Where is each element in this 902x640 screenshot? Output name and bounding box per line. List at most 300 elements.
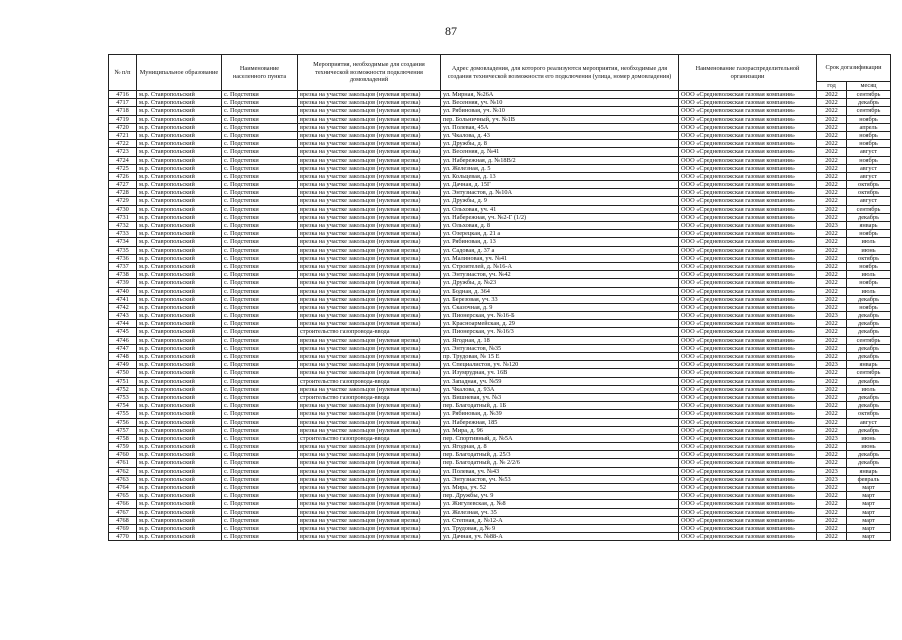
- cell-year: 2023: [817, 312, 847, 320]
- cell-municipality: м.р. Ставропольский: [137, 115, 222, 123]
- cell-address: ул. Мирная, №26А: [441, 91, 679, 99]
- cell-settlement: с. Подстепки: [222, 271, 298, 279]
- cell-organization: ООО «Средневолжская газовая компания»: [679, 508, 817, 516]
- cell-month: декабрь: [847, 312, 891, 320]
- cell-num: 4716: [109, 91, 137, 99]
- cell-organization: ООО «Средневолжская газовая компания»: [679, 205, 817, 213]
- cell-activity: строительство газопровода-ввода: [298, 328, 441, 336]
- cell-address: ул. Ягодная, д. 18: [441, 336, 679, 344]
- table-row: [109, 181, 891, 189]
- cell-num: 4766: [109, 500, 137, 508]
- cell-activity: врезка на участке закольцов (нулевая врезка): [298, 353, 441, 361]
- cell-month: ноябрь: [847, 303, 891, 311]
- table-body: [109, 91, 891, 541]
- header-address: Адрес домовладения, для которого реализуются мероприятия, необходимые для создания технической возможности его подключения (улица, номер домовладения): [441, 55, 679, 91]
- cell-settlement: с. Подстепки: [222, 287, 298, 295]
- cell-municipality: м.р. Ставропольский: [137, 393, 222, 401]
- cell-month: август: [847, 197, 891, 205]
- cell-month: март: [847, 484, 891, 492]
- cell-municipality: м.р. Ставропольский: [137, 426, 222, 434]
- table-row: [109, 164, 891, 172]
- table-row: [109, 484, 891, 492]
- cell-municipality: м.р. Ставропольский: [137, 156, 222, 164]
- cell-month: февраль: [847, 475, 891, 483]
- table-row: [109, 295, 891, 303]
- cell-organization: ООО «Средневолжская газовая компания»: [679, 516, 817, 524]
- cell-year: 2022: [817, 164, 847, 172]
- cell-num: 4744: [109, 320, 137, 328]
- cell-year: 2022: [817, 115, 847, 123]
- cell-year: 2022: [817, 328, 847, 336]
- cell-address: ул. Специалистов, уч. №120: [441, 361, 679, 369]
- cell-activity: врезка на участке закольцов (нулевая врезка): [298, 459, 441, 467]
- cell-settlement: с. Подстепки: [222, 369, 298, 377]
- cell-organization: ООО «Средневолжская газовая компания»: [679, 385, 817, 393]
- cell-address: ул. Малиновая, уч. №41: [441, 254, 679, 262]
- cell-municipality: м.р. Ставропольский: [137, 254, 222, 262]
- cell-month: август: [847, 172, 891, 180]
- cell-organization: ООО «Средневолжская газовая компания»: [679, 164, 817, 172]
- table-header: [109, 55, 891, 91]
- cell-activity: врезка на участке закольцов (нулевая врезка): [298, 508, 441, 516]
- cell-month: ноябрь: [847, 131, 891, 139]
- cell-settlement: с. Подстепки: [222, 516, 298, 524]
- cell-year: 2023: [817, 475, 847, 483]
- cell-address: ул. Набережная, уч. №2-Г (1/2): [441, 213, 679, 221]
- cell-year: 2022: [817, 393, 847, 401]
- cell-address: ул. Ольховая, д. 8: [441, 222, 679, 230]
- cell-year: 2022: [817, 197, 847, 205]
- cell-num: 4749: [109, 361, 137, 369]
- cell-settlement: с. Подстепки: [222, 320, 298, 328]
- cell-address: ул. Березовая, уч. 33: [441, 295, 679, 303]
- cell-settlement: с. Подстепки: [222, 181, 298, 189]
- cell-month: декабрь: [847, 393, 891, 401]
- cell-municipality: м.р. Ставропольский: [137, 369, 222, 377]
- table-row: [109, 156, 891, 164]
- cell-address: ул. Полевая, уч. №43: [441, 467, 679, 475]
- cell-municipality: м.р. Ставропольский: [137, 344, 222, 352]
- cell-address: ул. Набережная, д. №18В/2: [441, 156, 679, 164]
- cell-year: 2022: [817, 230, 847, 238]
- cell-month: июль: [847, 271, 891, 279]
- cell-activity: врезка на участке закольцов (нулевая врезка): [298, 131, 441, 139]
- cell-settlement: с. Подстепки: [222, 361, 298, 369]
- cell-address: ул. Вишневая, уч. №3: [441, 393, 679, 401]
- cell-month: ноябрь: [847, 140, 891, 148]
- cell-year: 2022: [817, 533, 847, 541]
- cell-num: 4762: [109, 467, 137, 475]
- cell-settlement: с. Подстепки: [222, 385, 298, 393]
- table-row: [109, 189, 891, 197]
- cell-settlement: с. Подстепки: [222, 254, 298, 262]
- cell-month: июль: [847, 385, 891, 393]
- cell-organization: ООО «Средневолжская газовая компания»: [679, 451, 817, 459]
- cell-activity: врезка на участке закольцов (нулевая врезка): [298, 475, 441, 483]
- cell-organization: ООО «Средневолжская газовая компания»: [679, 213, 817, 221]
- cell-activity: врезка на участке закольцов (нулевая врезка): [298, 361, 441, 369]
- cell-municipality: м.р. Ставропольский: [137, 99, 222, 107]
- cell-address: пер. Благодатный, д. № 2/2/6: [441, 459, 679, 467]
- cell-organization: ООО «Средневолжская газовая компания»: [679, 181, 817, 189]
- cell-month: октябрь: [847, 181, 891, 189]
- cell-municipality: м.р. Ставропольский: [137, 410, 222, 418]
- cell-month: март: [847, 508, 891, 516]
- cell-num: 4727: [109, 181, 137, 189]
- cell-organization: ООО «Средневолжская газовая компания»: [679, 99, 817, 107]
- cell-num: 4718: [109, 107, 137, 115]
- cell-address: ул. Дачная, д. 15Г: [441, 181, 679, 189]
- table-row: [109, 336, 891, 344]
- cell-activity: врезка на участке закольцов (нулевая врезка): [298, 312, 441, 320]
- cell-month: сентябрь: [847, 205, 891, 213]
- cell-month: апрель: [847, 123, 891, 131]
- cell-num: 4722: [109, 140, 137, 148]
- cell-address: ул. Жигулевская, д. №8: [441, 500, 679, 508]
- cell-organization: ООО «Средневолжская газовая компания»: [679, 312, 817, 320]
- cell-month: март: [847, 516, 891, 524]
- cell-month: март: [847, 500, 891, 508]
- table-row: [109, 459, 891, 467]
- cell-year: 2022: [817, 295, 847, 303]
- cell-year: 2022: [817, 262, 847, 270]
- cell-address: пер. Дружбы, уч. 9: [441, 492, 679, 500]
- cell-year: 2022: [817, 181, 847, 189]
- table-row: [109, 500, 891, 508]
- cell-month: декабрь: [847, 451, 891, 459]
- cell-address: пр. Трудовая, № 15 Е: [441, 353, 679, 361]
- cell-settlement: с. Подстепки: [222, 312, 298, 320]
- cell-month: март: [847, 533, 891, 541]
- cell-month: январь: [847, 467, 891, 475]
- cell-month: июль: [847, 238, 891, 246]
- cell-activity: врезка на участке закольцов (нулевая врезка): [298, 369, 441, 377]
- cell-activity: врезка на участке закольцов (нулевая врезка): [298, 123, 441, 131]
- cell-num: 4720: [109, 123, 137, 131]
- cell-organization: ООО «Средневолжская газовая компания»: [679, 140, 817, 148]
- table-row: [109, 426, 891, 434]
- header-month: месяц: [847, 82, 891, 91]
- cell-year: 2022: [817, 123, 847, 131]
- cell-municipality: м.р. Ставропольский: [137, 279, 222, 287]
- cell-settlement: с. Подстепки: [222, 99, 298, 107]
- cell-address: ул. Мира, д. 96: [441, 426, 679, 434]
- cell-municipality: м.р. Ставропольский: [137, 451, 222, 459]
- cell-month: ноябрь: [847, 115, 891, 123]
- cell-num: 4732: [109, 222, 137, 230]
- cell-year: 2022: [817, 443, 847, 451]
- cell-organization: ООО «Средневолжская газовая компания»: [679, 91, 817, 99]
- cell-year: 2022: [817, 353, 847, 361]
- cell-settlement: с. Подстепки: [222, 500, 298, 508]
- cell-month: август: [847, 148, 891, 156]
- cell-settlement: с. Подстепки: [222, 148, 298, 156]
- cell-municipality: м.р. Ставропольский: [137, 287, 222, 295]
- cell-year: 2022: [817, 99, 847, 107]
- cell-municipality: м.р. Ставропольский: [137, 148, 222, 156]
- cell-settlement: с. Подстепки: [222, 410, 298, 418]
- cell-month: июль: [847, 287, 891, 295]
- cell-num: 4756: [109, 418, 137, 426]
- cell-activity: врезка на участке закольцов (нулевая врезка): [298, 189, 441, 197]
- cell-settlement: с. Подстепки: [222, 475, 298, 483]
- cell-year: 2023: [817, 222, 847, 230]
- cell-organization: ООО «Средневолжская газовая компания»: [679, 287, 817, 295]
- cell-organization: ООО «Средневолжская газовая компания»: [679, 475, 817, 483]
- cell-settlement: с. Подстепки: [222, 156, 298, 164]
- cell-activity: врезка на участке закольцов (нулевая врезка): [298, 484, 441, 492]
- cell-num: 4728: [109, 189, 137, 197]
- cell-month: декабрь: [847, 344, 891, 352]
- cell-year: 2022: [817, 279, 847, 287]
- table-row: [109, 328, 891, 336]
- cell-activity: врезка на участке закольцов (нулевая врезка): [298, 336, 441, 344]
- cell-municipality: м.р. Ставропольский: [137, 303, 222, 311]
- cell-year: 2023: [817, 361, 847, 369]
- cell-year: 2022: [817, 418, 847, 426]
- table-row: [109, 246, 891, 254]
- header-num: № п/п: [109, 55, 137, 91]
- cell-organization: ООО «Средневолжская газовая компания»: [679, 393, 817, 401]
- cell-organization: ООО «Средневолжская газовая компания»: [679, 328, 817, 336]
- cell-organization: ООО «Средневолжская газовая компания»: [679, 295, 817, 303]
- table-row: [109, 385, 891, 393]
- cell-settlement: с. Подстепки: [222, 107, 298, 115]
- cell-settlement: с. Подстепки: [222, 336, 298, 344]
- cell-organization: ООО «Средневолжская газовая компания»: [679, 303, 817, 311]
- cell-organization: ООО «Средневолжская газовая компания»: [679, 500, 817, 508]
- cell-year: 2022: [817, 205, 847, 213]
- cell-settlement: с. Подстепки: [222, 377, 298, 385]
- cell-organization: ООО «Средневолжская газовая компания»: [679, 123, 817, 131]
- cell-municipality: м.р. Ставропольский: [137, 328, 222, 336]
- cell-activity: врезка на участке закольцов (нулевая врезка): [298, 287, 441, 295]
- table-row: [109, 410, 891, 418]
- cell-num: 4765: [109, 492, 137, 500]
- cell-month: декабрь: [847, 213, 891, 221]
- cell-num: 4743: [109, 312, 137, 320]
- table-row: [109, 467, 891, 475]
- table-row: [109, 99, 891, 107]
- cell-organization: ООО «Средневолжская газовая компания»: [679, 230, 817, 238]
- cell-organization: ООО «Средневолжская газовая компания»: [679, 238, 817, 246]
- cell-settlement: с. Подстепки: [222, 467, 298, 475]
- cell-activity: врезка на участке закольцов (нулевая врезка): [298, 107, 441, 115]
- cell-activity: врезка на участке закольцов (нулевая врезка): [298, 385, 441, 393]
- cell-num: 4721: [109, 131, 137, 139]
- cell-month: декабрь: [847, 328, 891, 336]
- cell-organization: ООО «Средневолжская газовая компания»: [679, 402, 817, 410]
- table-row: [109, 197, 891, 205]
- page-number: 87: [445, 24, 457, 38]
- cell-activity: врезка на участке закольцов (нулевая врезка): [298, 467, 441, 475]
- cell-num: 4726: [109, 172, 137, 180]
- cell-address: ул. Весенняя, д. №41: [441, 148, 679, 156]
- cell-activity: врезка на участке закольцов (нулевая врезка): [298, 222, 441, 230]
- cell-address: ул. Энтузиастов, уч. №53: [441, 475, 679, 483]
- cell-settlement: с. Подстепки: [222, 213, 298, 221]
- cell-address: ул. Западная, уч. №59: [441, 377, 679, 385]
- cell-activity: врезка на участке закольцов (нулевая врезка): [298, 451, 441, 459]
- table-row: [109, 418, 891, 426]
- cell-num: 4750: [109, 369, 137, 377]
- table-row: [109, 238, 891, 246]
- cell-month: декабрь: [847, 99, 891, 107]
- cell-settlement: с. Подстепки: [222, 295, 298, 303]
- cell-municipality: м.р. Ставропольский: [137, 443, 222, 451]
- cell-num: 4768: [109, 516, 137, 524]
- cell-municipality: м.р. Ставропольский: [137, 353, 222, 361]
- cell-year: 2022: [817, 320, 847, 328]
- cell-address: ул. Дружбы, д. 8: [441, 140, 679, 148]
- cell-municipality: м.р. Ставропольский: [137, 189, 222, 197]
- cell-organization: ООО «Средневолжская газовая компания»: [679, 107, 817, 115]
- cell-activity: врезка на участке закольцов (нулевая врезка): [298, 148, 441, 156]
- cell-municipality: м.р. Ставропольский: [137, 295, 222, 303]
- cell-organization: ООО «Средневолжская газовая компания»: [679, 361, 817, 369]
- cell-settlement: с. Подстепки: [222, 443, 298, 451]
- cell-address: ул. Сказочная, д. 9: [441, 303, 679, 311]
- cell-settlement: с. Подстепки: [222, 189, 298, 197]
- cell-address: ул. Пионерская, уч. №16-Б: [441, 312, 679, 320]
- cell-activity: врезка на участке закольцов (нулевая врезка): [298, 443, 441, 451]
- cell-address: ул. Дружбы, д. 9: [441, 197, 679, 205]
- cell-address: пер. Благодатный, д. 1Б: [441, 402, 679, 410]
- cell-activity: врезка на участке закольцов (нулевая врезка): [298, 140, 441, 148]
- cell-month: июнь: [847, 434, 891, 442]
- table-row: [109, 287, 891, 295]
- cell-year: 2022: [817, 172, 847, 180]
- cell-organization: ООО «Средневолжская газовая компания»: [679, 377, 817, 385]
- cell-organization: ООО «Средневолжская газовая компания»: [679, 254, 817, 262]
- table-row: [109, 303, 891, 311]
- cell-activity: строительство газопровода-ввода: [298, 393, 441, 401]
- cell-year: 2022: [817, 148, 847, 156]
- cell-address: ул. Изумрудная, уч. 16В: [441, 369, 679, 377]
- cell-month: август: [847, 418, 891, 426]
- cell-num: 4763: [109, 475, 137, 483]
- table-row: [109, 123, 891, 131]
- table-row: [109, 148, 891, 156]
- cell-num: 4753: [109, 393, 137, 401]
- cell-month: декабрь: [847, 353, 891, 361]
- cell-activity: врезка на участке закольцов (нулевая врезка): [298, 516, 441, 524]
- cell-activity: врезка на участке закольцов (нулевая врезка): [298, 492, 441, 500]
- table-row: [109, 475, 891, 483]
- cell-num: 4730: [109, 205, 137, 213]
- cell-municipality: м.р. Ставропольский: [137, 385, 222, 393]
- cell-settlement: с. Подстепки: [222, 533, 298, 541]
- cell-year: 2022: [817, 254, 847, 262]
- cell-month: август: [847, 164, 891, 172]
- cell-municipality: м.р. Ставропольский: [137, 320, 222, 328]
- gasification-table-sheet: [108, 54, 890, 541]
- cell-activity: врезка на участке закольцов (нулевая врезка): [298, 181, 441, 189]
- cell-activity: врезка на участке закольцов (нулевая врезка): [298, 279, 441, 287]
- cell-year: 2022: [817, 369, 847, 377]
- cell-address: ул. Кольцевая, д. 13: [441, 172, 679, 180]
- cell-year: 2022: [817, 336, 847, 344]
- table-row: [109, 344, 891, 352]
- cell-year: 2022: [817, 246, 847, 254]
- cell-num: 4731: [109, 213, 137, 221]
- cell-settlement: с. Подстепки: [222, 222, 298, 230]
- cell-address: ул. Мира, уч. 52: [441, 484, 679, 492]
- cell-settlement: с. Подстепки: [222, 393, 298, 401]
- cell-settlement: с. Подстепки: [222, 123, 298, 131]
- cell-activity: врезка на участке закольцов (нулевая врезка): [298, 295, 441, 303]
- cell-num: 4729: [109, 197, 137, 205]
- cell-num: 4752: [109, 385, 137, 393]
- cell-year: 2022: [817, 500, 847, 508]
- cell-organization: ООО «Средневолжская газовая компания»: [679, 369, 817, 377]
- cell-municipality: м.р. Ставропольский: [137, 238, 222, 246]
- cell-municipality: м.р. Ставропольский: [137, 336, 222, 344]
- cell-address: ул. Дачная, уч. №88-А: [441, 533, 679, 541]
- cell-address: ул. Чкалова, д. 43: [441, 131, 679, 139]
- cell-month: ноябрь: [847, 156, 891, 164]
- cell-organization: ООО «Средневолжская газовая компания»: [679, 197, 817, 205]
- cell-activity: врезка на участке закольцов (нулевая врезка): [298, 230, 441, 238]
- cell-month: январь: [847, 361, 891, 369]
- cell-municipality: м.р. Ставропольский: [137, 434, 222, 442]
- cell-organization: ООО «Средневолжская газовая компания»: [679, 262, 817, 270]
- table-row: [109, 492, 891, 500]
- cell-num: 4724: [109, 156, 137, 164]
- cell-activity: врезка на участке закольцов (нулевая врезка): [298, 303, 441, 311]
- cell-settlement: с. Подстепки: [222, 344, 298, 352]
- cell-organization: ООО «Средневолжская газовая компания»: [679, 148, 817, 156]
- cell-settlement: с. Подстепки: [222, 434, 298, 442]
- cell-address: ул. Энтузиастов, уч. №42: [441, 271, 679, 279]
- cell-organization: ООО «Средневолжская газовая компания»: [679, 336, 817, 344]
- cell-organization: ООО «Средневолжская газовая компания»: [679, 443, 817, 451]
- cell-address: ул. Рябиновая, д. 13: [441, 238, 679, 246]
- cell-settlement: с. Подстепки: [222, 131, 298, 139]
- cell-organization: ООО «Средневолжская газовая компания»: [679, 172, 817, 180]
- cell-organization: ООО «Средневолжская газовая компания»: [679, 492, 817, 500]
- cell-month: декабрь: [847, 295, 891, 303]
- cell-num: 4761: [109, 459, 137, 467]
- cell-organization: ООО «Средневолжская газовая компания»: [679, 524, 817, 532]
- cell-num: 4751: [109, 377, 137, 385]
- cell-municipality: м.р. Ставропольский: [137, 484, 222, 492]
- cell-organization: ООО «Средневолжская газовая компания»: [679, 156, 817, 164]
- cell-year: 2022: [817, 508, 847, 516]
- cell-year: 2022: [817, 131, 847, 139]
- cell-year: 2022: [817, 238, 847, 246]
- cell-activity: врезка на участке закольцов (нулевая врезка): [298, 410, 441, 418]
- cell-settlement: с. Подстепки: [222, 303, 298, 311]
- cell-num: 4754: [109, 402, 137, 410]
- table-row: [109, 279, 891, 287]
- table-row: [109, 524, 891, 532]
- cell-address: ул. Садовая, д. 37 а: [441, 246, 679, 254]
- cell-organization: ООО «Средневолжская газовая компания»: [679, 279, 817, 287]
- cell-municipality: м.р. Ставропольский: [137, 312, 222, 320]
- cell-address: пер. Спортивный, д. №5А: [441, 434, 679, 442]
- cell-month: январь: [847, 222, 891, 230]
- cell-municipality: м.р. Ставропольский: [137, 467, 222, 475]
- cell-year: 2022: [817, 410, 847, 418]
- table-row: [109, 508, 891, 516]
- cell-address: пер. Благодатный, д. 25/3: [441, 451, 679, 459]
- cell-address: ул. Бодная, д. 364: [441, 287, 679, 295]
- cell-municipality: м.р. Ставропольский: [137, 533, 222, 541]
- cell-municipality: м.р. Ставропольский: [137, 205, 222, 213]
- cell-year: 2022: [817, 385, 847, 393]
- cell-address: ул. Строителей, д. №16-А: [441, 262, 679, 270]
